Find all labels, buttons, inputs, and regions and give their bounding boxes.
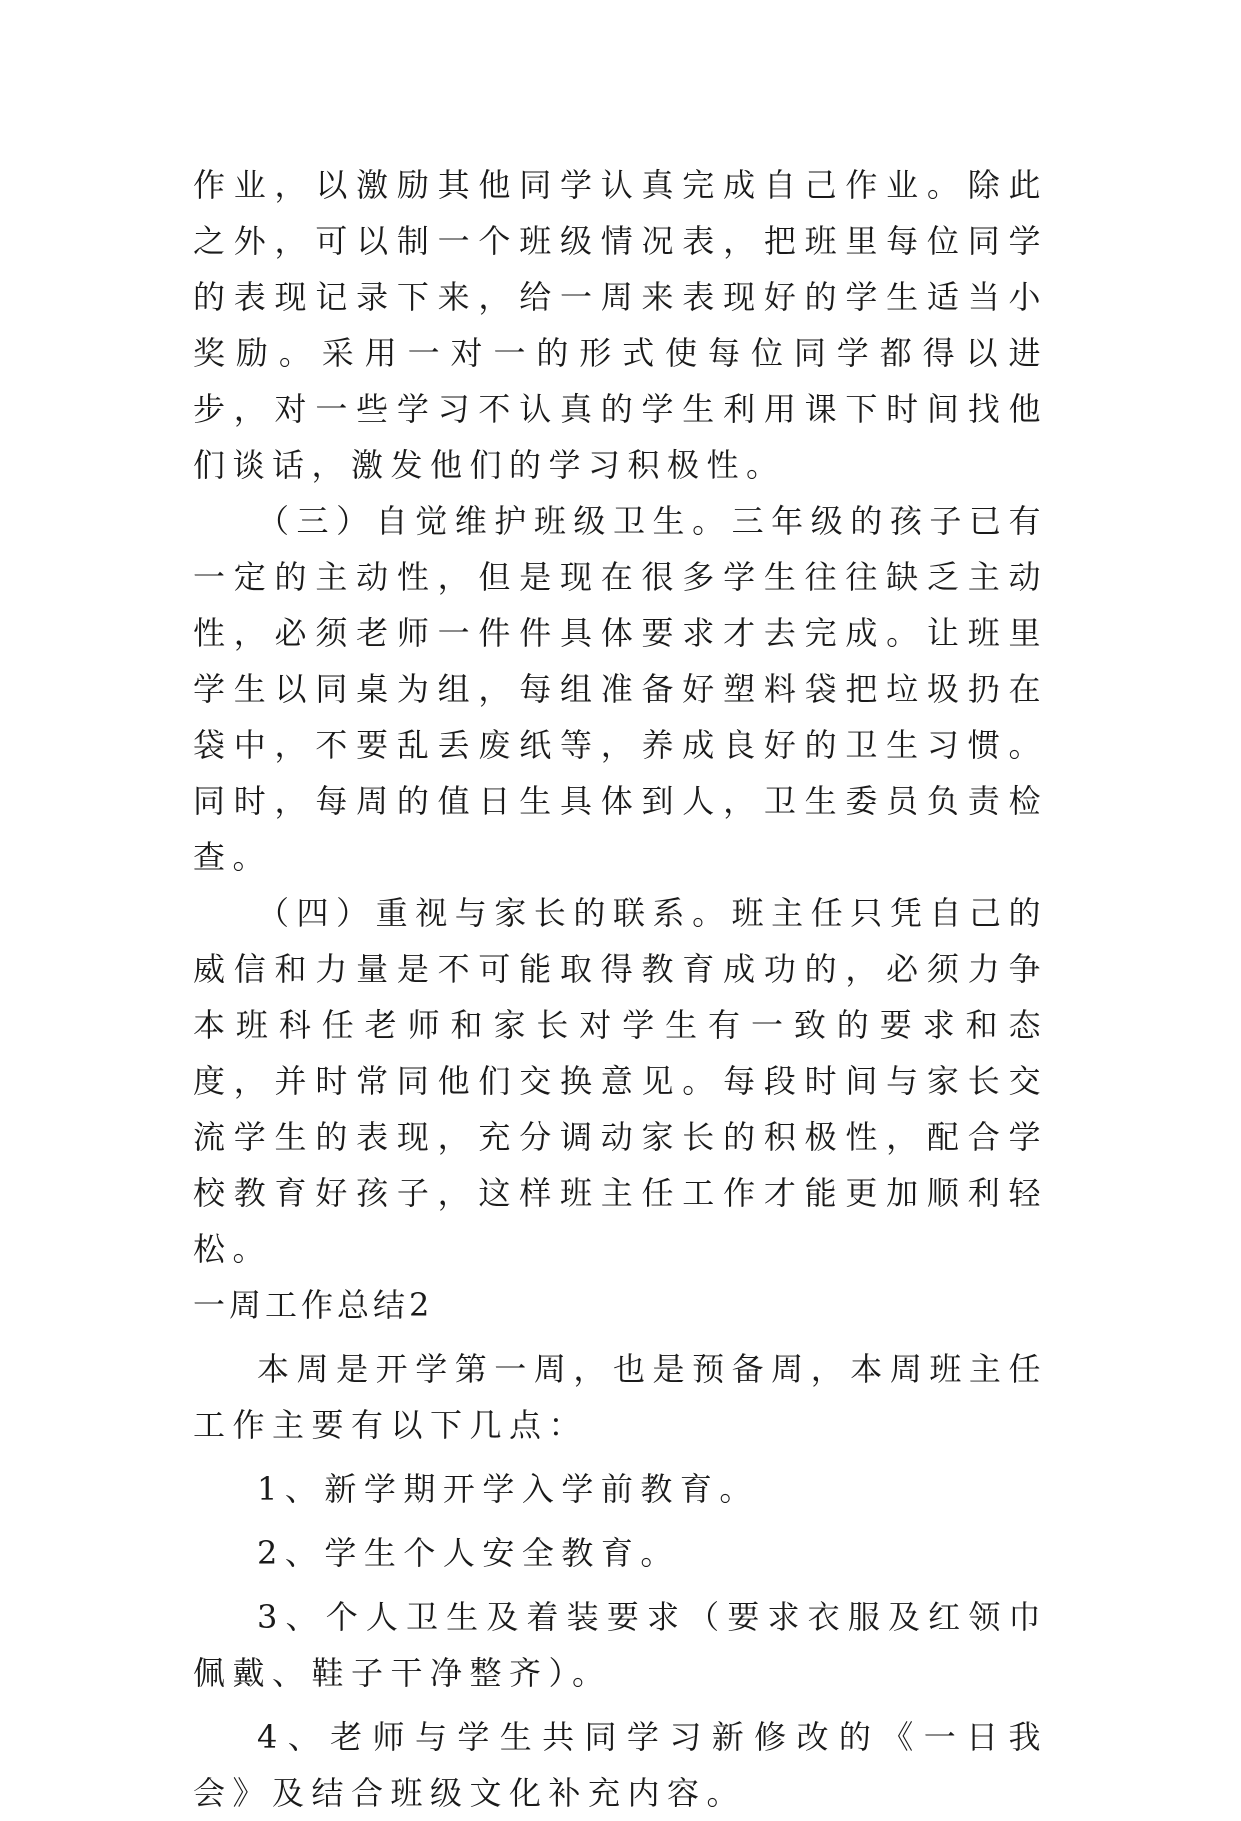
list-item: 3、个人卫生及着装要求（要求衣服及红领巾佩戴、鞋子干净整齐）。	[193, 1598, 1048, 1692]
document-body	[193, 157, 1048, 1821]
paragraph-class-hygiene: （三）自觉维护班级卫生。三年级的孩子已有一定的主动性，但是现在很多学生往往缺乏主动性，必须老师一件件具体要求才去完成。让班里学生以同桌为组，每组准备好塑料袋把垃圾扔在袋中，不要乱丢废纸等，养成良好的卫生习惯。同时，每周的值日生具体到人，卫生委员负责检查。	[193, 502, 1048, 876]
list-item: 2、学生个人安全教育。	[257, 1534, 680, 1572]
paragraph-continued: 作业，以激励其他同学认真完成自己作业。除此之外，可以制一个班级情况表，把班里每位同学的表现记录下来，给一周来表现好的学生适当小奖励。采用一对一的形式使每位同学都得以进步，对一些学习不认真的学生利用课下时间找他们谈话，激发他们的学习积极性。	[193, 166, 1048, 484]
section-title: 一周工作总结2	[193, 1286, 434, 1324]
list-item: 1、新学期开学入学前教育。	[257, 1470, 759, 1508]
paragraph-intro: 本周是开学第一周，也是预备周，本周班主任工作主要有以下几点：	[193, 1350, 1048, 1444]
list-item: 4、老师与学生共同学习新修改的《一日我会》及结合班级文化补充内容。	[193, 1718, 1048, 1812]
paragraph-parent-contact: （四）重视与家长的联系。班主任只凭自己的威信和力量是不可能取得教育成功的，必须力争本班科任老师和家长对学生有一致的要求和态度，并时常同他们交换意见。每段时间与家长交流学生的表现，充分调动家长的积极性，配合学校教育好孩子，这样班主任工作才能更加顺利轻松。	[193, 894, 1048, 1268]
